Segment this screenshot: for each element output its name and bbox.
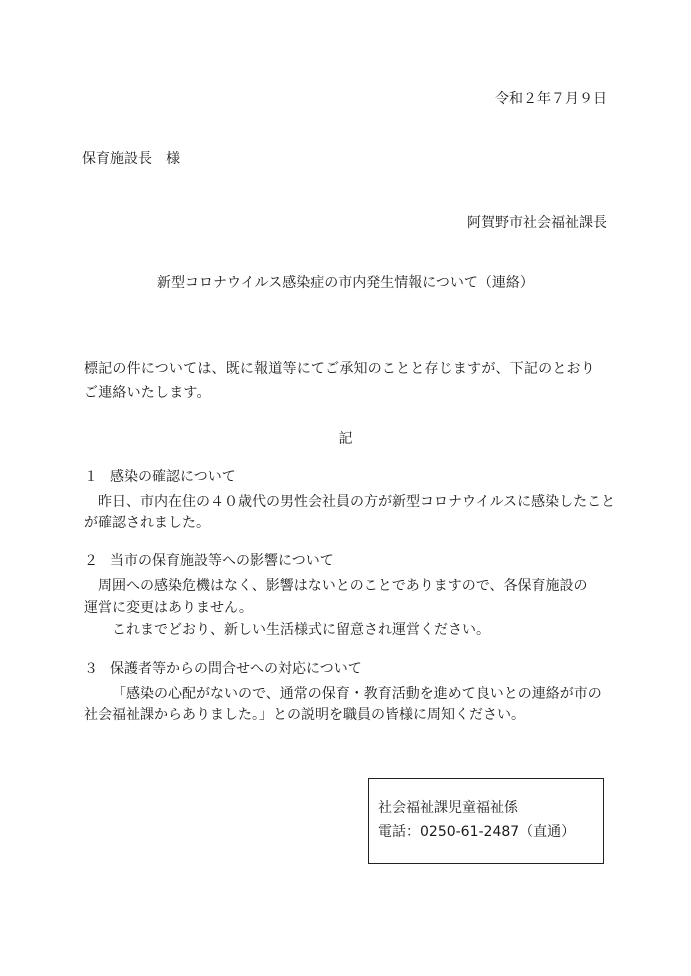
item-3-body-line-1: 「感染の心配がないので、通常の保育・教育活動を進めて良いとの連絡が市の (112, 686, 602, 702)
item-1-body-line-1: 昨日、市内在住の４０歳代の男性会社員の方が新型コロナウイルスに感染したこと (98, 494, 616, 510)
contact-department: 社会福祉課児童福祉係 (378, 800, 518, 816)
item-2-number: ２ (84, 553, 98, 569)
item-2-heading-text: 当市の保育施設等への影響について (110, 553, 334, 569)
document-title: 新型コロナウイルス感染症の市内発生情報について（連絡） (157, 275, 534, 291)
ki-marker: 記 (338, 431, 353, 447)
item-1-number: １ (84, 469, 98, 485)
recipient-line: 保育施設長 様 (82, 151, 180, 167)
item-2-heading (84, 554, 334, 568)
item-3-number: ３ (84, 661, 98, 677)
item-2-body-line-1: 周囲への感染危機はなく、影響はないとのことでありますので、各保育施設の (98, 578, 588, 594)
item-1-heading (84, 470, 236, 484)
sender-line: 阿賀野市社会福祉課長 (467, 215, 607, 231)
item-2-body-line-2: 運営に変更はありません。 (84, 600, 253, 616)
item-1-heading-text: 感染の確認について (110, 469, 236, 485)
item-2-body-line-3: これまでどおり、新しい生活様式に留意され運営ください。 (112, 622, 490, 638)
contact-box (368, 778, 604, 864)
document-date: 令和２年７月９日 (495, 91, 607, 107)
item-1-body-line-2: が確認されました。 (84, 515, 210, 531)
intro-line-1: 標記の件については、既に報道等にてご承知のことと存じますが、下記のとおり (84, 361, 595, 377)
item-3-heading-text: 保護者等からの問合せへの対応について (110, 661, 362, 677)
intro-line-2: ご連絡いたします。 (84, 385, 211, 401)
item-3-heading (84, 662, 362, 676)
contact-phone: 電話：0250-61-2487（直通） (378, 824, 576, 840)
item-3-body-line-2: 社会福祉課からありました。」との説明を職員の皆様に周知ください。 (84, 707, 525, 723)
